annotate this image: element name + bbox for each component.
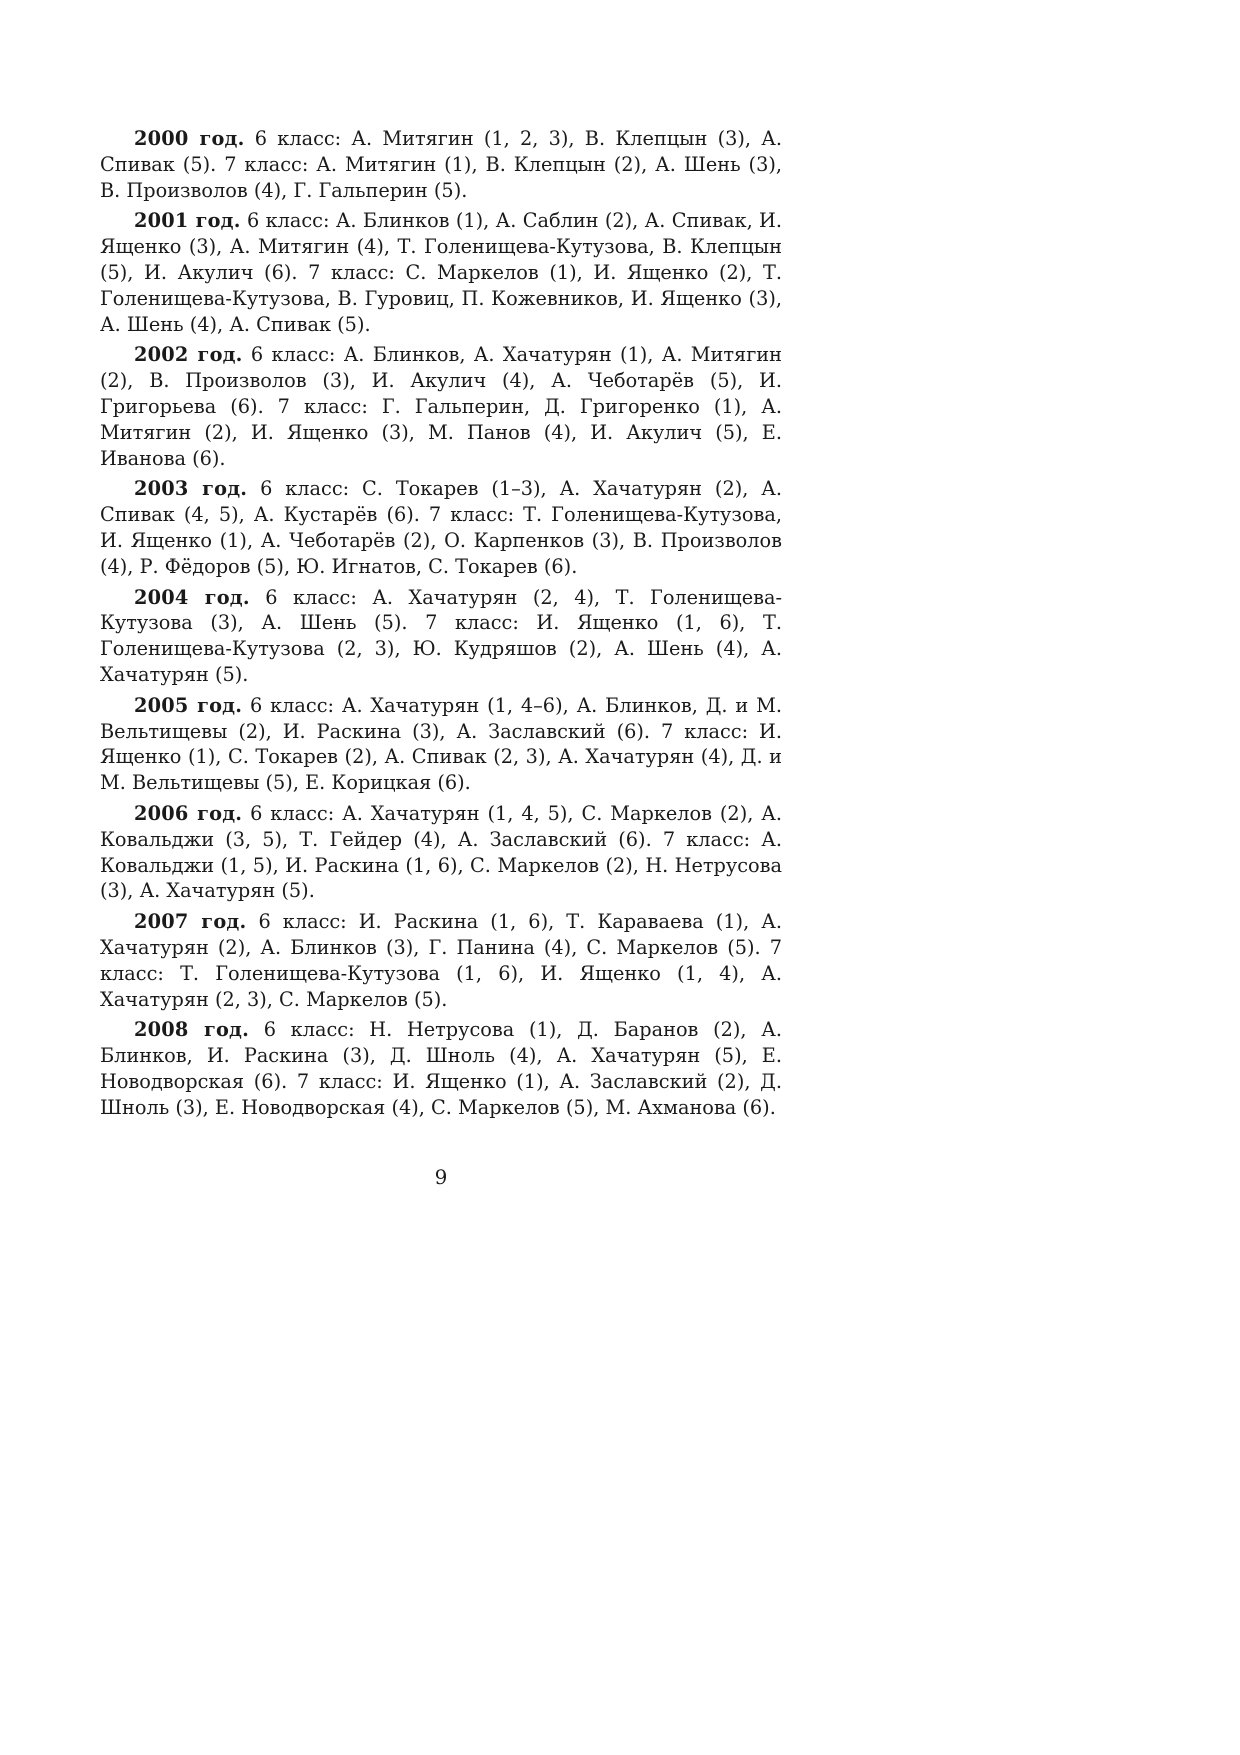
entry-year: 2008 год. bbox=[134, 1018, 249, 1042]
entry-2003 bbox=[100, 476, 782, 579]
entry-year: 2007 год. bbox=[134, 910, 247, 934]
entry-text: 6 класс: А. Хачатурян (1, 4–6), А. Блинков, Д. и М. Вельтищевы (2), И. Раскина (3), А. Заславский (6). 7 класс: И. Ященко (1), С. Токарев (2), А. Спивак (2, 3), А. Хачатурян (4), Д. и М. Вельтищевы (5), Е. Корицкая (6). bbox=[100, 693, 782, 795]
entry-year: 2002 год. bbox=[134, 343, 243, 367]
entry-year: 2001 год. bbox=[134, 209, 241, 233]
page-number: 9 bbox=[434, 1165, 448, 1189]
entry-year: 2005 год. bbox=[134, 693, 243, 717]
entry-year: 2003 год. bbox=[134, 477, 248, 501]
entry-2008 bbox=[100, 1017, 782, 1120]
authors-list bbox=[100, 126, 782, 1125]
entry-2002 bbox=[100, 342, 782, 471]
entry-text: 6 класс: А. Митягин (1, 2, 3), В. Клепцын (3), А. Спивак (5). 7 класс: А. Митягин (1), В. Клепцын (2), А. Шень (3), В. Произволов (4), Г. Гальперин (5). bbox=[100, 127, 782, 202]
entry-2006 bbox=[100, 801, 782, 904]
entry-text: 6 класс: И. Раскина (1, 6), Т. Караваева (1), А. Хачатурян (2), А. Блинков (3), Г. Панина (4), С. Маркелов (5). 7 класс: Т. Голенищева-Кутузова (1, 6), И. Ященко (1, 4), А. Хачатурян (2, 3), С. Маркелов (5). bbox=[100, 910, 783, 1011]
entry-text: 6 класс: А. Хачатурян (2, 4), Т. Голенищева-Кутузова (3), А. Шень (5). 7 класс: И. Ященко (1, 6), Т. Голенищева-Кутузова (2, 3), Ю. Кудряшов (2), А. Шень (4), А. Хачатурян (5). bbox=[100, 585, 782, 686]
entry-year: 2000 год. bbox=[134, 127, 245, 150]
entry-2001 bbox=[100, 208, 782, 337]
entry-2004 bbox=[100, 585, 782, 688]
entry-text: 6 класс: Н. Нетрусова (1), Д. Баранов (2), А. Блинков, И. Раскина (3), Д. Шноль (4), А. Хачатурян (5), Е. Новодворская (6). 7 класс: И. Ященко (1), А. Заславский (2), Д. Шноль (3), Е. Новодворская (4), С. Маркелов (5), М. Ахманова (6). bbox=[100, 1018, 782, 1119]
entry-2000 bbox=[100, 126, 782, 203]
entry-year: 2006 год. bbox=[134, 801, 243, 825]
entry-2005 bbox=[100, 693, 782, 796]
entry-text: 6 класс: С. Токарев (1–3), А. Хачатурян (2), А. Спивак (4, 5), А. Кустарёв (6). 7 класс: Т. Голенищева-Кутузова, И. Ященко (1), А. Чеботарёв (2), О. Карпенков (3), В. Произволов (4), Р. Фёдоров (5), Ю. Игнатов, С. Токарев (6). bbox=[100, 477, 782, 578]
entry-text: 6 класс: А. Хачатурян (1, 4, 5), С. Маркелов (2), А. Ковальджи (3, 5), Т. Гейдер (4), А. Заславский (6). 7 класс: А. Ковальджи (1, 5), И. Раскина (1, 6), С. Маркелов (2), Н. Нетрусова (3), А. Хачатурян (5). bbox=[100, 801, 782, 903]
entry-2007 bbox=[100, 909, 782, 1012]
entry-text: 6 класс: А. Блинков, А. Хачатурян (1), А. Митягин (2), В. Произволов (3), И. Акулич (4), А. Чеботарёв (5), И. Григорьева (6). 7 класс: Г. Гальперин, Д. Григоренко (1), А. Митягин (2), И. Ященко (3), М. Панов (4), И. Акулич (5), Е. Иванова (6). bbox=[100, 343, 782, 470]
entry-text: 6 класс: А. Блинков (1), А. Саблин (2), А. Спивак, И. Ященко (3), А. Митягин (4), Т. Голенищева-Кутузова, В. Клепцын (5), И. Акулич (6). 7 класс: С. Маркелов (1), И. Ященко (2), Т. Голенищева-Кутузова, В. Гуровиц, П. Кожевников, И. Ященко (3), А. Шень (4), А. Спивак (5). bbox=[100, 209, 782, 336]
entry-year: 2004 год. bbox=[134, 585, 250, 609]
